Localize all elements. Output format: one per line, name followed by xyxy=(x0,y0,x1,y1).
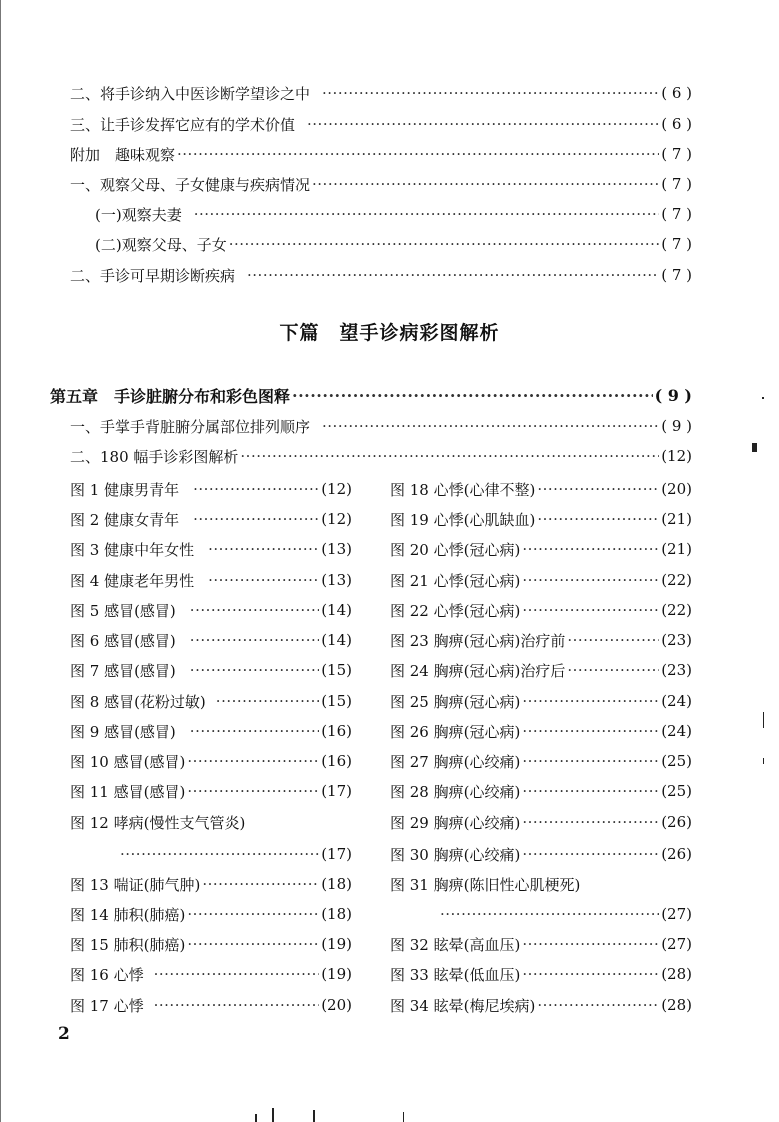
figure-title: 图 31 胸痹(陈旧性心肌梗死) xyxy=(390,875,581,894)
toc-entry-title: 二、手诊可早期诊断疾病 xyxy=(70,266,236,285)
figure-page: (23) xyxy=(661,631,692,649)
figure-title: 图 30 胸痹(心绞痛) xyxy=(390,845,521,864)
figure-page: (19) xyxy=(321,935,352,953)
figure-title: 图 11 感冒(感冒) xyxy=(70,782,186,801)
toc-leader-dots xyxy=(187,905,319,923)
toc-leader-dots xyxy=(537,510,659,528)
figure-title: 图 5 感冒(感冒) xyxy=(70,601,176,620)
figure-page: (25) xyxy=(661,752,692,770)
figure-page: (27) xyxy=(661,935,692,953)
page-edge-line xyxy=(0,0,1,1122)
figure-page: (22) xyxy=(661,601,692,619)
figure-entry[interactable] xyxy=(70,565,352,595)
toc-leader-dots xyxy=(440,905,659,923)
toc-leader-dots xyxy=(537,480,659,498)
toc-leader-dots xyxy=(522,571,659,589)
figure-title: 图 1 健康男青年 xyxy=(70,480,180,499)
toc-leader-dots xyxy=(240,447,659,465)
figure-title: 图 10 感冒(感冒) xyxy=(70,752,186,771)
figure-page: (15) xyxy=(321,692,352,710)
toc-leader-dots xyxy=(202,875,319,893)
figure-entry[interactable] xyxy=(390,686,692,716)
toc-entry[interactable] xyxy=(70,139,692,169)
toc-leader-dots xyxy=(522,782,659,800)
toc-leader-dots xyxy=(522,813,659,831)
toc-leader-dots xyxy=(522,935,659,953)
toc-leader-dots xyxy=(120,845,319,863)
figure-title: 图 15 肺积(肺癌) xyxy=(70,935,186,954)
figure-title: 图 13 喘证(肺气肿) xyxy=(70,875,201,894)
figure-page: (26) xyxy=(661,813,692,831)
figure-entry[interactable] xyxy=(70,474,352,504)
figure-title: 图 34 眩晕(梅尼埃病) xyxy=(390,996,536,1015)
figure-page: (18) xyxy=(321,875,352,893)
toc-entry-title: 三、让手诊发挥它应有的学术价值 xyxy=(70,115,296,134)
figure-entry[interactable] xyxy=(70,929,352,959)
toc-leader-dots xyxy=(522,540,659,558)
toc-entry-page: ( 7 ) xyxy=(661,266,692,284)
toc-leader-dots xyxy=(208,571,319,589)
toc-leader-dots xyxy=(567,631,659,649)
toc-entry-page: ( 7 ) xyxy=(661,205,692,223)
toc-entry[interactable] xyxy=(70,78,692,108)
figure-title: 图 9 感冒(感冒) xyxy=(70,722,176,741)
figure-entry-continuation[interactable] xyxy=(120,839,352,869)
toc-entry[interactable] xyxy=(70,169,692,199)
figure-entry[interactable] xyxy=(70,990,352,1020)
toc-leader-dots xyxy=(190,722,319,740)
figure-title: 图 32 眩晕(高血压) xyxy=(390,935,521,954)
figure-title: 图 7 感冒(感冒) xyxy=(70,661,176,680)
toc-entry-title: 附加 趣味观察 xyxy=(70,145,176,164)
figure-page: (14) xyxy=(321,601,352,619)
scan-mark xyxy=(313,1110,315,1122)
toc-leader-dots xyxy=(187,752,319,770)
figure-entry[interactable] xyxy=(70,625,352,655)
toc-leader-dots xyxy=(229,235,659,253)
figure-title: 图 2 健康女青年 xyxy=(70,510,180,529)
figure-page: (22) xyxy=(661,571,692,589)
toc-entry[interactable] xyxy=(95,229,692,259)
figure-title: 图 3 健康中年女性 xyxy=(70,540,195,559)
toc-entry-page: ( 6 ) xyxy=(661,84,692,102)
toc-entry-title: 一、手掌手背脏腑分属部位排列顺序 xyxy=(70,417,311,436)
figure-page: (12) xyxy=(321,510,352,528)
figure-title: 图 17 心悸 xyxy=(70,996,144,1015)
figure-entry[interactable] xyxy=(390,625,692,655)
toc-leader-dots xyxy=(187,935,319,953)
figure-title: 图 29 胸痹(心绞痛) xyxy=(390,813,521,832)
toc-entry[interactable] xyxy=(95,199,692,229)
figure-entry-continuation[interactable] xyxy=(440,899,692,929)
toc-entry[interactable] xyxy=(70,441,692,471)
figure-page: (21) xyxy=(661,540,692,558)
figure-title: 图 24 胸痹(冠心病)治疗后 xyxy=(390,661,566,680)
toc-entry[interactable] xyxy=(70,411,692,441)
scan-mark xyxy=(762,397,764,399)
toc-entry-title: 二、将手诊纳入中医诊断学望诊之中 xyxy=(70,84,311,103)
toc-entry-page: ( 9 ) xyxy=(661,417,692,435)
toc-leader-dots xyxy=(567,661,659,679)
figure-entry[interactable] xyxy=(390,716,692,746)
figure-page: (26) xyxy=(661,845,692,863)
figure-entry[interactable] xyxy=(390,869,692,899)
figure-title: 图 28 胸痹(心绞痛) xyxy=(390,782,521,801)
toc-leader-dots xyxy=(522,692,659,710)
figure-page: (25) xyxy=(661,782,692,800)
figure-page: (17) xyxy=(321,782,352,800)
figure-page: (28) xyxy=(661,996,692,1014)
section-title: 下篇 望手诊病彩图解析 xyxy=(279,322,500,344)
figure-title: 图 26 胸痹(冠心病) xyxy=(390,722,521,741)
toc-leader-dots xyxy=(190,661,319,679)
toc-leader-dots xyxy=(312,175,659,193)
scan-mark xyxy=(255,1114,257,1122)
figure-entry[interactable] xyxy=(70,655,352,685)
scan-mark xyxy=(403,1112,404,1122)
scan-mark xyxy=(272,1108,274,1122)
toc-leader-dots xyxy=(154,996,320,1014)
toc-leader-dots xyxy=(307,115,659,133)
figure-entry[interactable] xyxy=(70,959,352,989)
toc-leader-dots xyxy=(216,692,319,710)
figure-entry[interactable] xyxy=(70,746,352,776)
figure-entry[interactable] xyxy=(70,807,352,837)
figure-title: 图 4 健康老年男性 xyxy=(70,571,195,590)
figure-entry[interactable] xyxy=(390,746,692,776)
figure-page: (23) xyxy=(661,661,692,679)
figure-title: 图 6 感冒(感冒) xyxy=(70,631,176,650)
figure-page: (27) xyxy=(661,905,692,923)
figure-entry[interactable] xyxy=(390,595,692,625)
toc-leader-dots xyxy=(522,722,659,740)
figure-entry[interactable] xyxy=(70,595,352,625)
toc-leader-dots xyxy=(522,965,659,983)
toc-entry-title: (一)观察夫妻 xyxy=(95,205,182,224)
figure-page: (16) xyxy=(321,722,352,740)
toc-leader-dots xyxy=(193,510,319,528)
chapter-title: 第五章 手诊脏腑分布和彩色图释 xyxy=(50,386,291,406)
figure-title: 图 33 眩晕(低血压) xyxy=(390,965,521,984)
figure-title: 图 12 哮病(慢性支气管炎) xyxy=(70,813,246,832)
toc-leader-dots xyxy=(247,266,659,284)
figure-entry[interactable] xyxy=(70,776,352,806)
figure-entry[interactable] xyxy=(70,686,352,716)
figure-page: (20) xyxy=(661,480,692,498)
figure-page: (24) xyxy=(661,722,692,740)
toc-leader-dots xyxy=(522,845,659,863)
toc-entry-page: ( 6 ) xyxy=(661,115,692,133)
figure-entry[interactable] xyxy=(390,776,692,806)
figure-page: (24) xyxy=(661,692,692,710)
figure-page: (13) xyxy=(321,571,352,589)
figure-entry[interactable] xyxy=(390,839,692,869)
toc-leader-dots xyxy=(177,145,659,163)
toc-leader-dots xyxy=(537,996,659,1014)
toc-leader-dots xyxy=(190,601,319,619)
toc-entry[interactable] xyxy=(70,109,692,139)
figure-entry[interactable] xyxy=(390,807,692,837)
page-number: 2 xyxy=(58,1024,70,1044)
toc-leader-dots xyxy=(522,752,659,770)
figure-title: 图 19 心悸(心肌缺血) xyxy=(390,510,536,529)
figure-page: (20) xyxy=(321,996,352,1014)
figure-page: (15) xyxy=(321,661,352,679)
figure-title: 图 21 心悸(冠心病) xyxy=(390,571,521,590)
figure-page: (12) xyxy=(321,480,352,498)
figure-title: 图 22 心悸(冠心病) xyxy=(390,601,521,620)
toc-entry-page: ( 7 ) xyxy=(661,235,692,253)
figure-page: (17) xyxy=(321,845,352,863)
figure-entry[interactable] xyxy=(70,899,352,929)
figure-title: 图 27 胸痹(心绞痛) xyxy=(390,752,521,771)
chapter-page: ( 9 ) xyxy=(654,385,692,405)
figure-page: (14) xyxy=(321,631,352,649)
figure-title: 图 20 心悸(冠心病) xyxy=(390,540,521,559)
toc-entry-page: (12) xyxy=(661,447,692,465)
scan-mark xyxy=(752,443,757,452)
toc-entry-page: ( 7 ) xyxy=(661,175,692,193)
figure-entry[interactable] xyxy=(390,929,692,959)
figure-entry[interactable] xyxy=(390,504,692,534)
figure-title: 图 18 心悸(心律不整) xyxy=(390,480,536,499)
toc-entry-title: 二、180 幅手诊彩图解析 xyxy=(70,447,239,466)
figure-page: (16) xyxy=(321,752,352,770)
figure-entry[interactable] xyxy=(70,504,352,534)
figure-title: 图 8 感冒(花粉过敏) xyxy=(70,692,206,711)
figure-entry[interactable] xyxy=(390,990,692,1020)
scan-mark xyxy=(763,712,764,728)
figure-entry[interactable] xyxy=(70,534,352,564)
toc-leader-dots xyxy=(208,540,319,558)
toc-leader-dots xyxy=(194,205,659,223)
figure-page: (18) xyxy=(321,905,352,923)
figure-title: 图 16 心悸 xyxy=(70,965,144,984)
toc-entry-page: ( 7 ) xyxy=(661,145,692,163)
toc-leader-dots xyxy=(522,601,659,619)
toc-leader-dots xyxy=(193,480,319,498)
figure-title: 图 23 胸痹(冠心病)治疗前 xyxy=(390,631,566,650)
figure-entry[interactable] xyxy=(390,959,692,989)
chapter-heading[interactable] xyxy=(50,380,692,410)
toc-entry[interactable] xyxy=(70,260,692,290)
toc-leader-dots xyxy=(190,631,319,649)
toc-leader-dots xyxy=(154,965,320,983)
toc-leader-dots xyxy=(322,84,659,102)
toc-entry-title: (二)观察父母、子女 xyxy=(95,235,227,254)
figure-page: (28) xyxy=(661,965,692,983)
figure-entry[interactable] xyxy=(390,474,692,504)
toc-entry-title: 一、观察父母、子女健康与疾病情况 xyxy=(70,175,311,194)
scan-mark xyxy=(763,758,764,764)
figure-page: (21) xyxy=(661,510,692,528)
figure-title: 图 14 肺积(肺癌) xyxy=(70,905,186,924)
figure-page: (19) xyxy=(321,965,352,983)
toc-leader-dots xyxy=(292,386,653,405)
figure-entry[interactable] xyxy=(390,655,692,685)
figure-entry[interactable] xyxy=(390,534,692,564)
figure-entry[interactable] xyxy=(70,869,352,899)
toc-leader-dots xyxy=(322,417,659,435)
toc-leader-dots xyxy=(187,782,319,800)
figure-entry[interactable] xyxy=(390,565,692,595)
figure-entry[interactable] xyxy=(70,716,352,746)
figure-title: 图 25 胸痹(冠心病) xyxy=(390,692,521,711)
figure-page: (13) xyxy=(321,540,352,558)
